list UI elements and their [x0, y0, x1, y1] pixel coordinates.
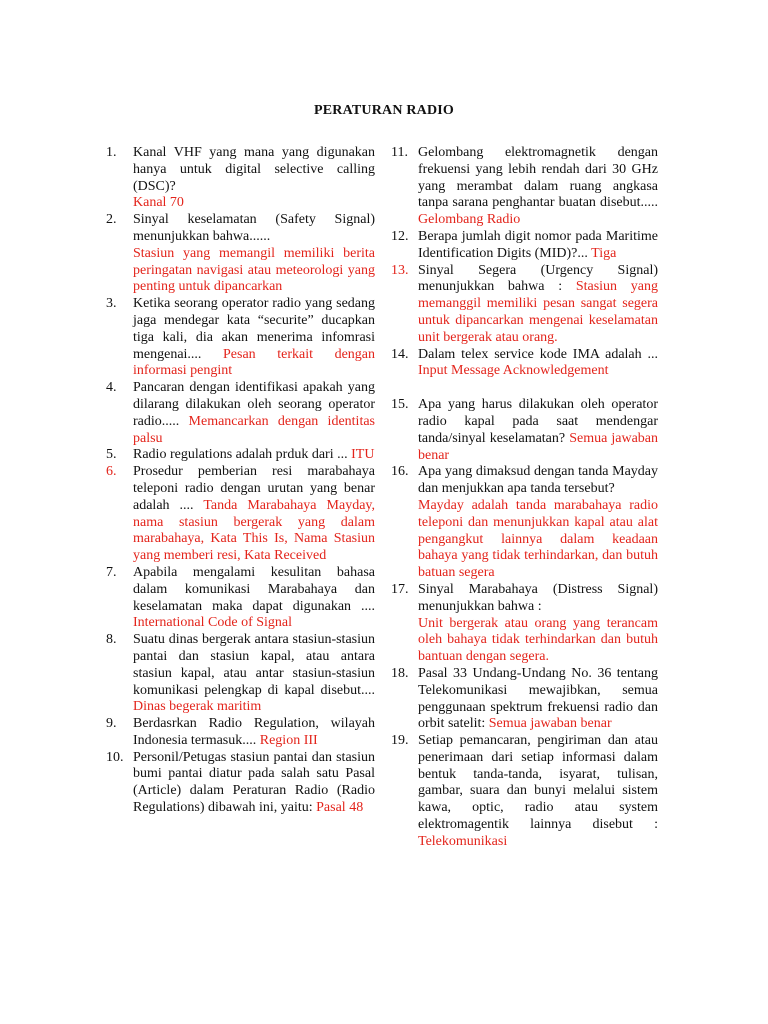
question-number: 8.: [106, 632, 117, 648]
question-number: 10.: [106, 749, 124, 765]
question-text: Personil/Petugas stasiun pantai dan stasiun bumi pantai diatur pada salah satu Pasal (Article) dalam Peraturan Radio (Radio Regulations) dibawah ini, yaitu:: [133, 749, 375, 816]
question-text: Prosedur pemberian resi marabahaya teleponi radio dengan urutan yang benar adalah ....: [133, 464, 375, 513]
right-column: [391, 145, 658, 851]
question-number: 9.: [106, 716, 117, 732]
question-number: 6.: [106, 464, 117, 480]
question-number: 2.: [106, 212, 117, 228]
question-item-14: [391, 347, 658, 381]
answer-text: Pasal 48: [316, 800, 364, 816]
answer-text: Mayday adalah tanda marabahaya radio teleponi dan menunjukkan kapal atau alat pengangkut lainnya dalam keadaan bahaya yang tidak terhindarkan, dan butuh batuan segera: [418, 497, 658, 581]
question-number: 1.: [106, 145, 117, 160]
spacer: [391, 380, 658, 397]
answer-text: Kanal 70: [133, 195, 184, 211]
answer-text: Stasiun yang memanggil memiliki pesan sangat segera untuk dipancarkan mengenai keselamatan unit bergerak atau orang.: [418, 279, 658, 345]
question-text: Kanal VHF yang mana yang digunakan hanya untuk digital selective calling (DSC)?: [133, 145, 375, 194]
question-item-19: [391, 733, 658, 851]
answer-text: Pesan terkait dengan informasi pengint: [133, 346, 375, 379]
question-text: Ketika seorang operator radio yang sedang jaga mendegar kata “securite” ducapkan tiga kali, dia akan menerima infomrasi mengenai....: [133, 296, 375, 362]
question-number: 12.: [391, 228, 409, 244]
question-text: Berapa jumlah digit nomor pada Maritime Identification Digits (MID)?...: [418, 228, 658, 261]
page-title: PERATURAN RADIO: [313, 103, 455, 118]
question-item-15: [391, 397, 658, 464]
question-item-6: [106, 464, 375, 565]
answer-text: Unit bergerak atau orang yang terancam oleh bahaya tidak terhindarkan dan butuh bantuan dengan segera.: [418, 615, 658, 665]
question-item-11: [391, 145, 658, 229]
question-text: Setiap pemancaran, pengiriman dan atau penerimaan dari setiap informasi dalam bentuk tanda-tanda, isyarat, tulisan, gambar, suara dan bunyi melalui sistem kawa, optic, radio atau system elektromagentik lainnya disebut :: [418, 733, 658, 833]
question-item-16: [391, 464, 658, 582]
question-number: 18.: [391, 665, 409, 681]
question-number: 13.: [391, 262, 409, 278]
answer-text: Gelombang Radio: [418, 212, 521, 228]
question-number: 19.: [391, 733, 409, 749]
answer-text: Stasiun yang memangil memiliki berita peringatan navigasi atau meteorologi yang penting untuk dipancarkan: [133, 245, 375, 295]
question-item-13: [391, 263, 658, 347]
question-item-9: [106, 716, 375, 750]
answer-text: Semua jawaban benar: [488, 716, 612, 732]
answer-text: Dinas begerak maritim: [133, 699, 262, 715]
question-text: Pancaran dengan identifikasi apakah yang dilarang dilakukan oleh seorang operator radio.....: [133, 380, 375, 429]
question-item-8: [106, 632, 375, 716]
question-item-4: [106, 380, 375, 447]
question-item-1: [106, 145, 375, 212]
question-text: Apa yang dimaksud dengan tanda Mayday dan menjukkan apa tanda tersebut?: [418, 464, 658, 497]
question-number: 4.: [106, 380, 117, 396]
question-text: Sinyal Segera (Urgency Signal) menunjukkan bahwa :: [418, 262, 658, 295]
answer-text: Region III: [259, 732, 318, 748]
question-text: Sinyal keselamatan (Safety Signal) menunjukkan bahwa......: [133, 212, 375, 244]
question-text: Pasal 33 Undang-Undang No. 36 tentang Telekomunikasi mewajibkan, semua penggunaan spektrum frekuensi radio dan orbit satelit:: [418, 665, 658, 732]
question-item-17: [391, 582, 658, 666]
question-item-18: [391, 666, 658, 733]
question-text: Suatu dinas bergerak antara stasiun-stasiun pantai dan stasiun kapal, atau antara stasiun kapal, atau antar stasiun-stasiun komunikasi pelengkap di kapal disebut....: [133, 632, 375, 698]
question-item-3: [106, 296, 375, 380]
question-text: Radio regulations adalah prduk dari ...: [133, 447, 348, 463]
question-number: 3.: [106, 296, 117, 312]
answer-text: Memancarkan dengan identitas palsu: [133, 413, 375, 446]
question-number: 14.: [391, 346, 409, 362]
question-number: 7.: [106, 564, 117, 580]
question-item-5: [106, 447, 375, 464]
question-number: 15.: [391, 397, 409, 413]
question-number: 16.: [391, 464, 409, 480]
question-number: 17.: [391, 581, 409, 597]
answer-text: Semua jawaban benar: [418, 430, 658, 463]
question-text: Apa yang harus dilakukan oleh operator radio kapal pada saat mendengar tanda/sinyal keselamatan?: [418, 397, 658, 446]
question-number: 11.: [391, 145, 408, 160]
question-text: Dalam telex service kode IMA adalah ...: [418, 346, 658, 362]
answer-text: Tiga: [591, 245, 617, 261]
answer-text: Telekomunikasi: [418, 833, 508, 849]
question-text: Apabila mengalami kesulitan bahasa dalam komunikasi Marabahaya dan keselamatan maka dapat digunakan ....: [133, 564, 375, 614]
question-item-7: [106, 565, 375, 632]
left-column: [106, 145, 375, 817]
question-item-12: [391, 229, 658, 263]
answer-text: Input Message Acknowledgement: [418, 363, 609, 379]
question-item-10: [106, 750, 375, 817]
question-item-2: [106, 212, 375, 296]
question-text: Sinyal Marabahaya (Distress Signal) menunjukkan bahwa :: [418, 581, 658, 614]
answer-text: International Code of Signal: [133, 615, 293, 631]
question-number: 5.: [106, 447, 117, 463]
answer-text: ITU: [351, 447, 375, 463]
question-text: Berdasrkan Radio Regulation, wilayah Indonesia termasuk....: [133, 716, 375, 748]
question-text: Gelombang elektromagnetik dengan frekuensi yang lebih rendah dari 30 GHz yang merambat dalam ruang angkasa tanpa sarana penghantar buatan disebut.....: [418, 145, 658, 211]
answer-text: Tanda Marabahaya Mayday, nama stasiun bergerak yang dalam marabahaya, Kata This Is, Nama Stasiun yang memberi resi, Kata Received: [133, 497, 375, 564]
